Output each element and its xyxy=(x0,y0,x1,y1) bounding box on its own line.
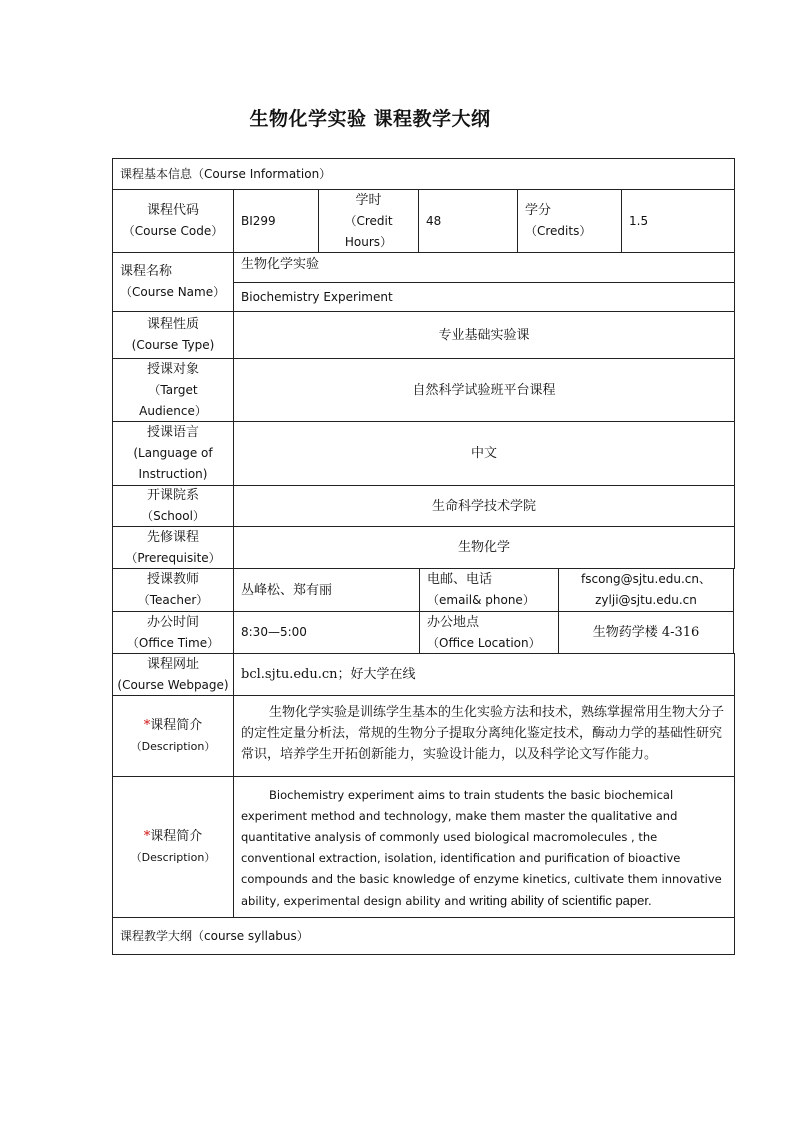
credits-label-en: （Credits） xyxy=(525,224,592,238)
prereq-label-en: （Prerequisite） xyxy=(125,550,221,565)
target-value: 自然科学试验班平台课程 xyxy=(412,382,556,398)
credits-label-cn: 学分 xyxy=(525,203,552,218)
office-time-label-cell xyxy=(112,611,234,654)
desc-en-text: Biochemistry experiment aims to train students the basic biochemical experiment method and technology, make them master the qualitative and quantitative analysis of commonly used biological macromolecules , the conventional extraction, isolation, identification and purification of bioactive compounds and the basic knowledge of enzyme kinetics, cultivate them innovative ability, experimental design ability and xyxy=(241,788,722,908)
desc-en-label-cell xyxy=(112,776,234,918)
hours-label-en1: （Credit xyxy=(344,213,393,228)
office-loc-label-cn: 办公地点 xyxy=(427,614,480,630)
teacher-label-cell xyxy=(112,568,234,612)
webpage-label-cn: 课程网址 xyxy=(146,656,199,672)
desc-label-cn: 课程简介 xyxy=(150,718,203,733)
prereq-label-cn: 先修课程 xyxy=(146,529,199,545)
lang-label-cell xyxy=(112,421,234,486)
syllabus-header-text: 课程教学大纲（course syllabus） xyxy=(120,928,309,943)
target-label-cell xyxy=(112,358,234,422)
desc-en-label xyxy=(144,826,203,847)
desc-cn-text: 生物化学实验是训练学生基本的生化实验方法和技术，熟练掌握常用生物大分子的定性定量分析法，常规的生物分子提取分离纯化鉴定技术，酶动力学的基础性研究常识，培养学生开拓创新能力，实验设计能力，以及科学论文写作能力。 xyxy=(241,705,725,762)
name-label-en: （Course Name） xyxy=(120,285,226,299)
webpage-label-cell xyxy=(112,653,234,696)
contact-email-1: fscong@sjtu.edu.cn、 xyxy=(581,572,711,586)
webpage-value-cell xyxy=(233,653,735,696)
credits-label-cell xyxy=(517,189,622,253)
code-label-en: （Course Code） xyxy=(122,224,224,238)
office-time-value: 8:30—5:00 xyxy=(241,625,307,639)
name-value-cn: 生物化学实验 xyxy=(241,257,320,272)
lang-value-cell xyxy=(233,421,735,486)
hours-label-cell xyxy=(318,189,419,253)
name-value-en-cell xyxy=(233,282,735,312)
target-value-cell xyxy=(233,358,735,422)
type-label-cell xyxy=(112,311,234,359)
lang-label-en1: (Language of xyxy=(133,446,213,460)
webpage-label-en: (Course Webpage) xyxy=(117,677,229,692)
prereq-value-cell xyxy=(233,526,735,569)
code-value: BI299 xyxy=(241,213,276,228)
type-value-cell xyxy=(233,311,735,359)
type-label-cn: 课程性质 xyxy=(146,317,199,332)
target-label-en1: （Target xyxy=(148,382,198,397)
name-value-cn-cell xyxy=(233,252,735,283)
target-label-cn: 授课对象 xyxy=(146,361,199,377)
teacher-label-en: （Teacher） xyxy=(137,593,209,607)
name-value-en: Biochemistry Experiment xyxy=(241,289,393,304)
type-label-en: (Course Type) xyxy=(131,338,215,352)
target-label-en2: Audience） xyxy=(139,403,207,418)
syllabus-header xyxy=(112,917,735,955)
desc-cn-label xyxy=(144,715,203,736)
contact-value-cell xyxy=(558,568,734,612)
hours-label-cn: 学时 xyxy=(355,192,382,208)
teacher-value: 丛峰松、郑有丽 xyxy=(241,582,333,598)
required-star: * xyxy=(143,829,151,844)
office-loc-value-cell xyxy=(558,611,734,654)
contact-label-cell xyxy=(419,568,559,612)
office-loc-label-en: （Office Location） xyxy=(427,635,541,650)
lang-label-cn: 授课语言 xyxy=(146,425,199,440)
school-label-cn: 开课院系 xyxy=(146,488,199,503)
teacher-value-cell xyxy=(233,568,420,612)
desc-label-en: （Description） xyxy=(130,740,216,753)
lang-value: 中文 xyxy=(470,446,497,461)
hours-value-cell xyxy=(418,189,518,253)
code-label-cn: 课程代码 xyxy=(146,203,199,218)
type-value: 专业基础实验课 xyxy=(438,327,530,343)
required-star: * xyxy=(143,718,151,733)
desc-cn-cell xyxy=(233,695,735,777)
code-value-cell xyxy=(233,189,319,253)
name-label-cn: 课程名称 xyxy=(120,264,173,279)
course-info-header xyxy=(112,158,735,190)
office-time-label-en: （Office Time） xyxy=(126,635,220,650)
course-info-header-text: 课程基本信息（Course Information） xyxy=(120,166,332,181)
teacher-label-cn: 授课教师 xyxy=(146,572,199,587)
name-label-cell xyxy=(112,252,234,312)
office-loc-label-cell xyxy=(419,611,559,654)
hours-label-en2: Hours） xyxy=(344,234,393,249)
desc-cn-label-cell xyxy=(112,695,234,777)
credits-value-cell xyxy=(621,189,735,253)
prereq-value: 生物化学 xyxy=(457,540,510,555)
school-label-en: （School） xyxy=(141,509,205,523)
credits-value: 1.5 xyxy=(629,213,649,228)
office-time-value-cell xyxy=(233,611,420,654)
page-title: 生物化学实验 课程教学大纲 xyxy=(249,108,491,130)
contact-label-en: （email& phone） xyxy=(427,593,535,607)
desc-en-tail: writing ability of scientific paper. xyxy=(469,893,652,908)
office-loc-value: 生物药学楼 4-316 xyxy=(592,625,700,640)
prereq-label-cell xyxy=(112,526,234,569)
desc-en-cell xyxy=(233,776,735,918)
code-label-cell xyxy=(112,189,234,253)
desc-label-en: （Description） xyxy=(130,851,216,864)
office-time-label-cn: 办公时间 xyxy=(146,614,199,630)
desc-label-cn: 课程简介 xyxy=(150,829,203,844)
contact-label-cn: 电邮、电话 xyxy=(427,572,493,587)
school-value: 生命科学技术学院 xyxy=(431,498,536,514)
contact-email-2: zylji@sjtu.edu.cn xyxy=(595,593,697,607)
lang-label-en2: Instruction) xyxy=(138,467,208,481)
school-label-cell xyxy=(112,485,234,527)
webpage-value: bcl.sjtu.edu.cn；好大学在线 xyxy=(241,667,416,682)
hours-value: 48 xyxy=(426,213,442,228)
school-value-cell xyxy=(233,485,735,527)
